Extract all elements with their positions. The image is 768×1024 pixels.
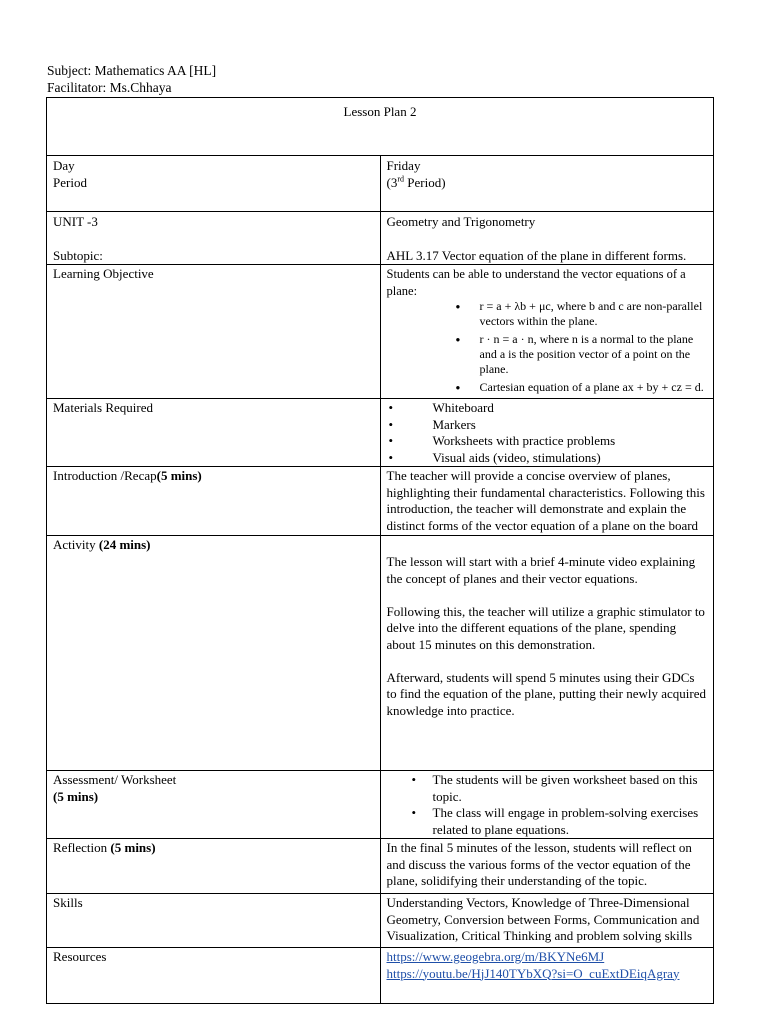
reflection-row xyxy=(47,839,714,894)
materials-label: Materials Required xyxy=(47,399,381,467)
activity-cell xyxy=(380,536,714,771)
unit-value-cell xyxy=(380,212,714,265)
period-value xyxy=(387,175,708,192)
resources-label: Resources xyxy=(47,948,381,1004)
activity-row xyxy=(47,536,714,771)
assessment-item: • The class will engage in problem-solving exercises related to plane equations. xyxy=(387,805,708,838)
introduction-text: The teacher will provide a concise overview of planes, highlighting their fundamental characteristics. Following this introduction, the teacher will demonstrate and explain the distinct forms of the vector equation of a plane on the board xyxy=(380,467,714,536)
resource-link-youtube[interactable]: https://youtu.be/HjJ140TYbXQ?si=O_cuExtDEiqAgray xyxy=(386,965,680,981)
day-value: Friday xyxy=(386,158,421,173)
assessment-list xyxy=(387,772,708,838)
subtopic-label: Subtopic: xyxy=(53,247,103,263)
assessment-time: (5 mins) xyxy=(53,788,99,804)
materials-item: • Worksheets with practice problems xyxy=(387,433,708,450)
materials-row xyxy=(47,399,714,467)
objective-cell xyxy=(380,265,714,399)
unit-value: Geometry and Trigonometry xyxy=(386,214,536,229)
assessment-label-cell xyxy=(47,771,381,839)
assessment-cell xyxy=(380,771,714,839)
unit-row xyxy=(47,212,714,265)
introduction-time: (5 mins) xyxy=(156,468,202,483)
lesson-plan-table xyxy=(46,97,714,1004)
activity-paragraph: Afterward, students will spend 5 minutes using their GDCs to find the equation of the plane, putting their newly acquired knowledge into practice. xyxy=(386,669,706,718)
activity-label: Activity xyxy=(53,537,96,552)
title-row xyxy=(47,98,714,156)
materials-item: • Whiteboard xyxy=(387,400,708,417)
resources-row xyxy=(47,948,714,1004)
objective-item: ● r · n = a · n, where n is a normal to the plane and a is the position vector of a point on the plane. xyxy=(387,332,708,377)
materials-item: • Markers xyxy=(387,417,708,434)
day-period-label-cell xyxy=(47,156,381,212)
assessment-row xyxy=(47,771,714,839)
period-sup: rd xyxy=(397,174,405,184)
unit-label: UNIT -3 xyxy=(53,214,98,229)
activity-label-cell xyxy=(47,536,381,771)
activity-time: (24 mins) xyxy=(98,537,151,552)
reflection-text: In the final 5 minutes of the lesson, students will reflect on and discuss the various forms of the vector equation of the plane, solidifying their understanding of the topic. xyxy=(380,839,714,894)
reflection-label-cell xyxy=(47,839,381,894)
skills-text: Understanding Vectors, Knowledge of Three-Dimensional Geometry, Conversion between Forms, Communication and Visualization, Critical Thinking and problem solving skills xyxy=(380,894,714,948)
period-open: (3 xyxy=(386,174,398,190)
subject-line: Subject: Mathematics AA [HL] xyxy=(47,63,217,78)
skills-label: Skills xyxy=(47,894,381,948)
objective-list xyxy=(387,299,708,395)
introduction-label: Introduction /Recap xyxy=(53,468,157,483)
materials-cell xyxy=(380,399,714,467)
assessment-item: • The students will be given worksheet based on this topic. xyxy=(387,772,708,805)
activity-paragraph: The lesson will start with a brief 4-minute video explaining the concept of planes and their vector equations. xyxy=(386,554,696,586)
materials-list xyxy=(387,400,708,466)
day-period-value-cell xyxy=(380,156,714,212)
objective-item: ● Cartesian equation of a plane ax + by + cz = d. xyxy=(387,380,708,395)
objective-row xyxy=(47,265,714,399)
reflection-label: Reflection xyxy=(53,840,108,855)
introduction-row xyxy=(47,467,714,536)
assessment-label: Assessment/ Worksheet xyxy=(53,772,177,787)
resources-cell xyxy=(380,948,714,1004)
subtopic-value: AHL 3.17 Vector equation of the plane in different forms. xyxy=(386,247,687,263)
resource-link-geogebra[interactable]: https://www.geogebra.org/m/BKYNe6MJ xyxy=(386,949,605,964)
day-period-row xyxy=(47,156,714,212)
objective-label: Learning Objective xyxy=(47,265,381,399)
introduction-label-cell xyxy=(47,467,381,536)
period-label: Period xyxy=(53,174,87,190)
unit-label-cell xyxy=(47,212,381,265)
materials-item: • Visual aids (video, stimulations) xyxy=(387,450,708,467)
objective-intro: Students can be able to understand the vector equations of a plane: xyxy=(386,267,686,298)
day-label: Day xyxy=(53,158,75,173)
activity-paragraph: Following this, the teacher will utilize a graphic stimulator to delve into the different equations of the plane, spending about 15 minutes on this demonstration. xyxy=(386,603,705,652)
lesson-plan-title: Lesson Plan 2 xyxy=(47,98,714,156)
period-close: Period) xyxy=(404,174,446,190)
skills-row xyxy=(47,894,714,948)
reflection-time: (5 mins) xyxy=(110,840,156,855)
facilitator-line: Facilitator: Ms.Chhaya xyxy=(47,80,172,95)
objective-item: ● r = a + λb + μc, where b and c are non-parallel vectors within the plane. xyxy=(387,299,708,329)
